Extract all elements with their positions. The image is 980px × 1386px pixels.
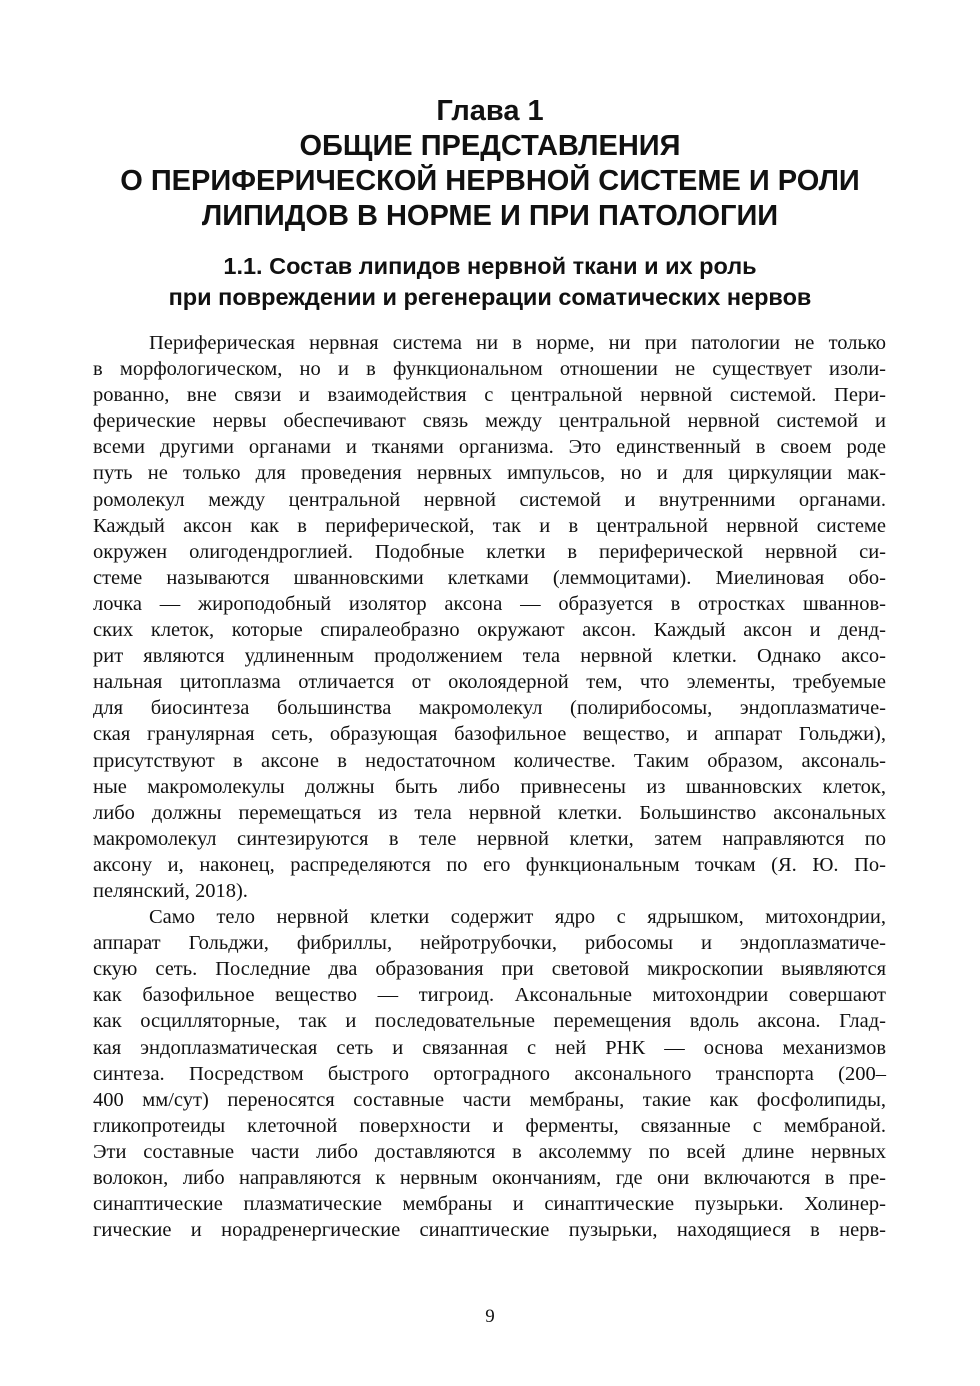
text-line: рит являются удлиненным продолжением тела нервной клетки. Однако аксо-	[93, 645, 886, 668]
text-line: аппарат Гольджи, фибриллы, нейротрубочки, рибосомы и эндоплазматиче-	[93, 932, 886, 955]
section-title-line: 1.1. Состав липидов нервной ткани и их роль	[223, 253, 757, 279]
text-line: путь не только для проведения нервных импульсов, но и для циркуляции мак-	[93, 462, 886, 485]
text-line: синтеза. Посредством быстрого ортоградного аксонального транспорта (200–	[93, 1062, 886, 1085]
text-line: ные макромолекулы должны быть либо привнесены из шванновских клеток,	[93, 775, 886, 798]
text-line: рованно, вне связи и взаимодействия с центральной нервной системой. Пери-	[93, 384, 886, 407]
text-line: в морфологическом, но и в функциональном отношении не существует изоли-	[93, 358, 886, 381]
chapter-title-line: ОБЩИЕ ПРЕДСТАВЛЕНИЯ	[299, 130, 681, 162]
text-line: либо должны перемещаться из тела нервной клетки. Большинство аксональных	[93, 801, 886, 824]
text-line: присутствуют в аксоне в недостаточном количестве. Таким образом, аксональ-	[93, 749, 886, 772]
text-line: синаптические плазматические мембраны и синаптические пузырьки. Холинер-	[93, 1193, 886, 1216]
text-line: ская гранулярная сеть, образующая базофильное вещество, и аппарат Гольджи),	[93, 723, 886, 746]
text-line: стеме называются шванновскими клетками (леммоцитами). Миелиновая обо-	[93, 566, 886, 589]
text-line: ферические нервы обеспечивают связь между центральной нервной системой и	[93, 410, 886, 433]
text-line: кая эндоплазматическая сеть и связанная с ней РНК — основа механизмов	[93, 1036, 886, 1059]
text-line: как базофильное вещество — тигроид. Аксональные митохондрии совершают	[93, 984, 886, 1007]
section-title-line: при повреждении и регенерации соматических нервов	[168, 284, 812, 310]
text-line: 400 мм/сут) переносятся составные части мембраны, такие как фосфолипиды,	[93, 1088, 886, 1111]
text-line: пелянский, 2018).	[93, 879, 248, 902]
page-number: 9	[485, 1306, 495, 1327]
paragraph-2	[93, 904, 886, 1243]
text-line: окружен олигодендроглией. Подобные клетки в периферической нервной си-	[93, 540, 886, 563]
text-line: макромолекул синтезируются в теле нервной клетки, затем направляются по	[93, 827, 886, 850]
text-line: как осцилляторные, так и последовательные перемещения вдоль аксона. Глад-	[93, 1010, 886, 1033]
text-line: всеми другими органами и тканями организма. Это единственный в своем роде	[93, 436, 886, 459]
paragraph-1	[93, 330, 886, 904]
chapter-title-line: Глава 1	[436, 95, 544, 127]
body-text	[93, 330, 886, 1243]
text-line: ромолекул между центральной нервной системой и внутренними органами.	[93, 488, 886, 511]
text-line: для биосинтеза большинства макромолекул (полирибосомы, эндоплазматиче-	[93, 697, 886, 720]
text-line: ских клеток, которые спиралеобразно окружают аксон. Каждый аксон и денд-	[93, 619, 886, 642]
text-line: нальная цитоплазма отличается от околоядерной тем, что элементы, требуемые	[93, 671, 886, 694]
text-line: волокон, либо направляются к нервным окончаниям, где они включаются в пре-	[93, 1167, 886, 1189]
chapter-title-line: ЛИПИДОВ В НОРМЕ И ПРИ ПАТОЛОГИИ	[201, 200, 779, 232]
text-line: скую сеть. Последние два образования при световой микроскопии выявляются	[93, 958, 886, 981]
section-heading	[90, 251, 890, 313]
text-line: гические и норадренергические синаптические пузырьки, находящиеся в нерв-	[93, 1219, 886, 1242]
text-line: Эти составные части либо доставляются в аксолемму по всей длине нервных	[93, 1140, 886, 1163]
chapter-title-line: О ПЕРИФЕРИЧЕСКОЙ НЕРВНОЙ СИСТЕМЕ И РОЛИ	[120, 165, 860, 197]
text-line: гликопротеиды клеточной поверхности и ферменты, связанные с мембраной.	[93, 1114, 886, 1137]
text-line: Периферическая нервная система ни в норме, ни при патологии не только	[149, 332, 886, 354]
text-line: Само тело нервной клетки содержит ядро с ядрышком, митохондрии,	[149, 906, 886, 929]
text-line: Каждый аксон как в периферической, так и в центральной нервной системе	[93, 514, 886, 537]
text-line: аксону и, наконец, распределяются по его функциональным точкам (Я. Ю. По-	[93, 853, 886, 876]
text-line: лочка — жироподобный изолятор аксона — образуется в отростках шваннов-	[93, 592, 886, 615]
chapter-heading	[90, 94, 890, 234]
